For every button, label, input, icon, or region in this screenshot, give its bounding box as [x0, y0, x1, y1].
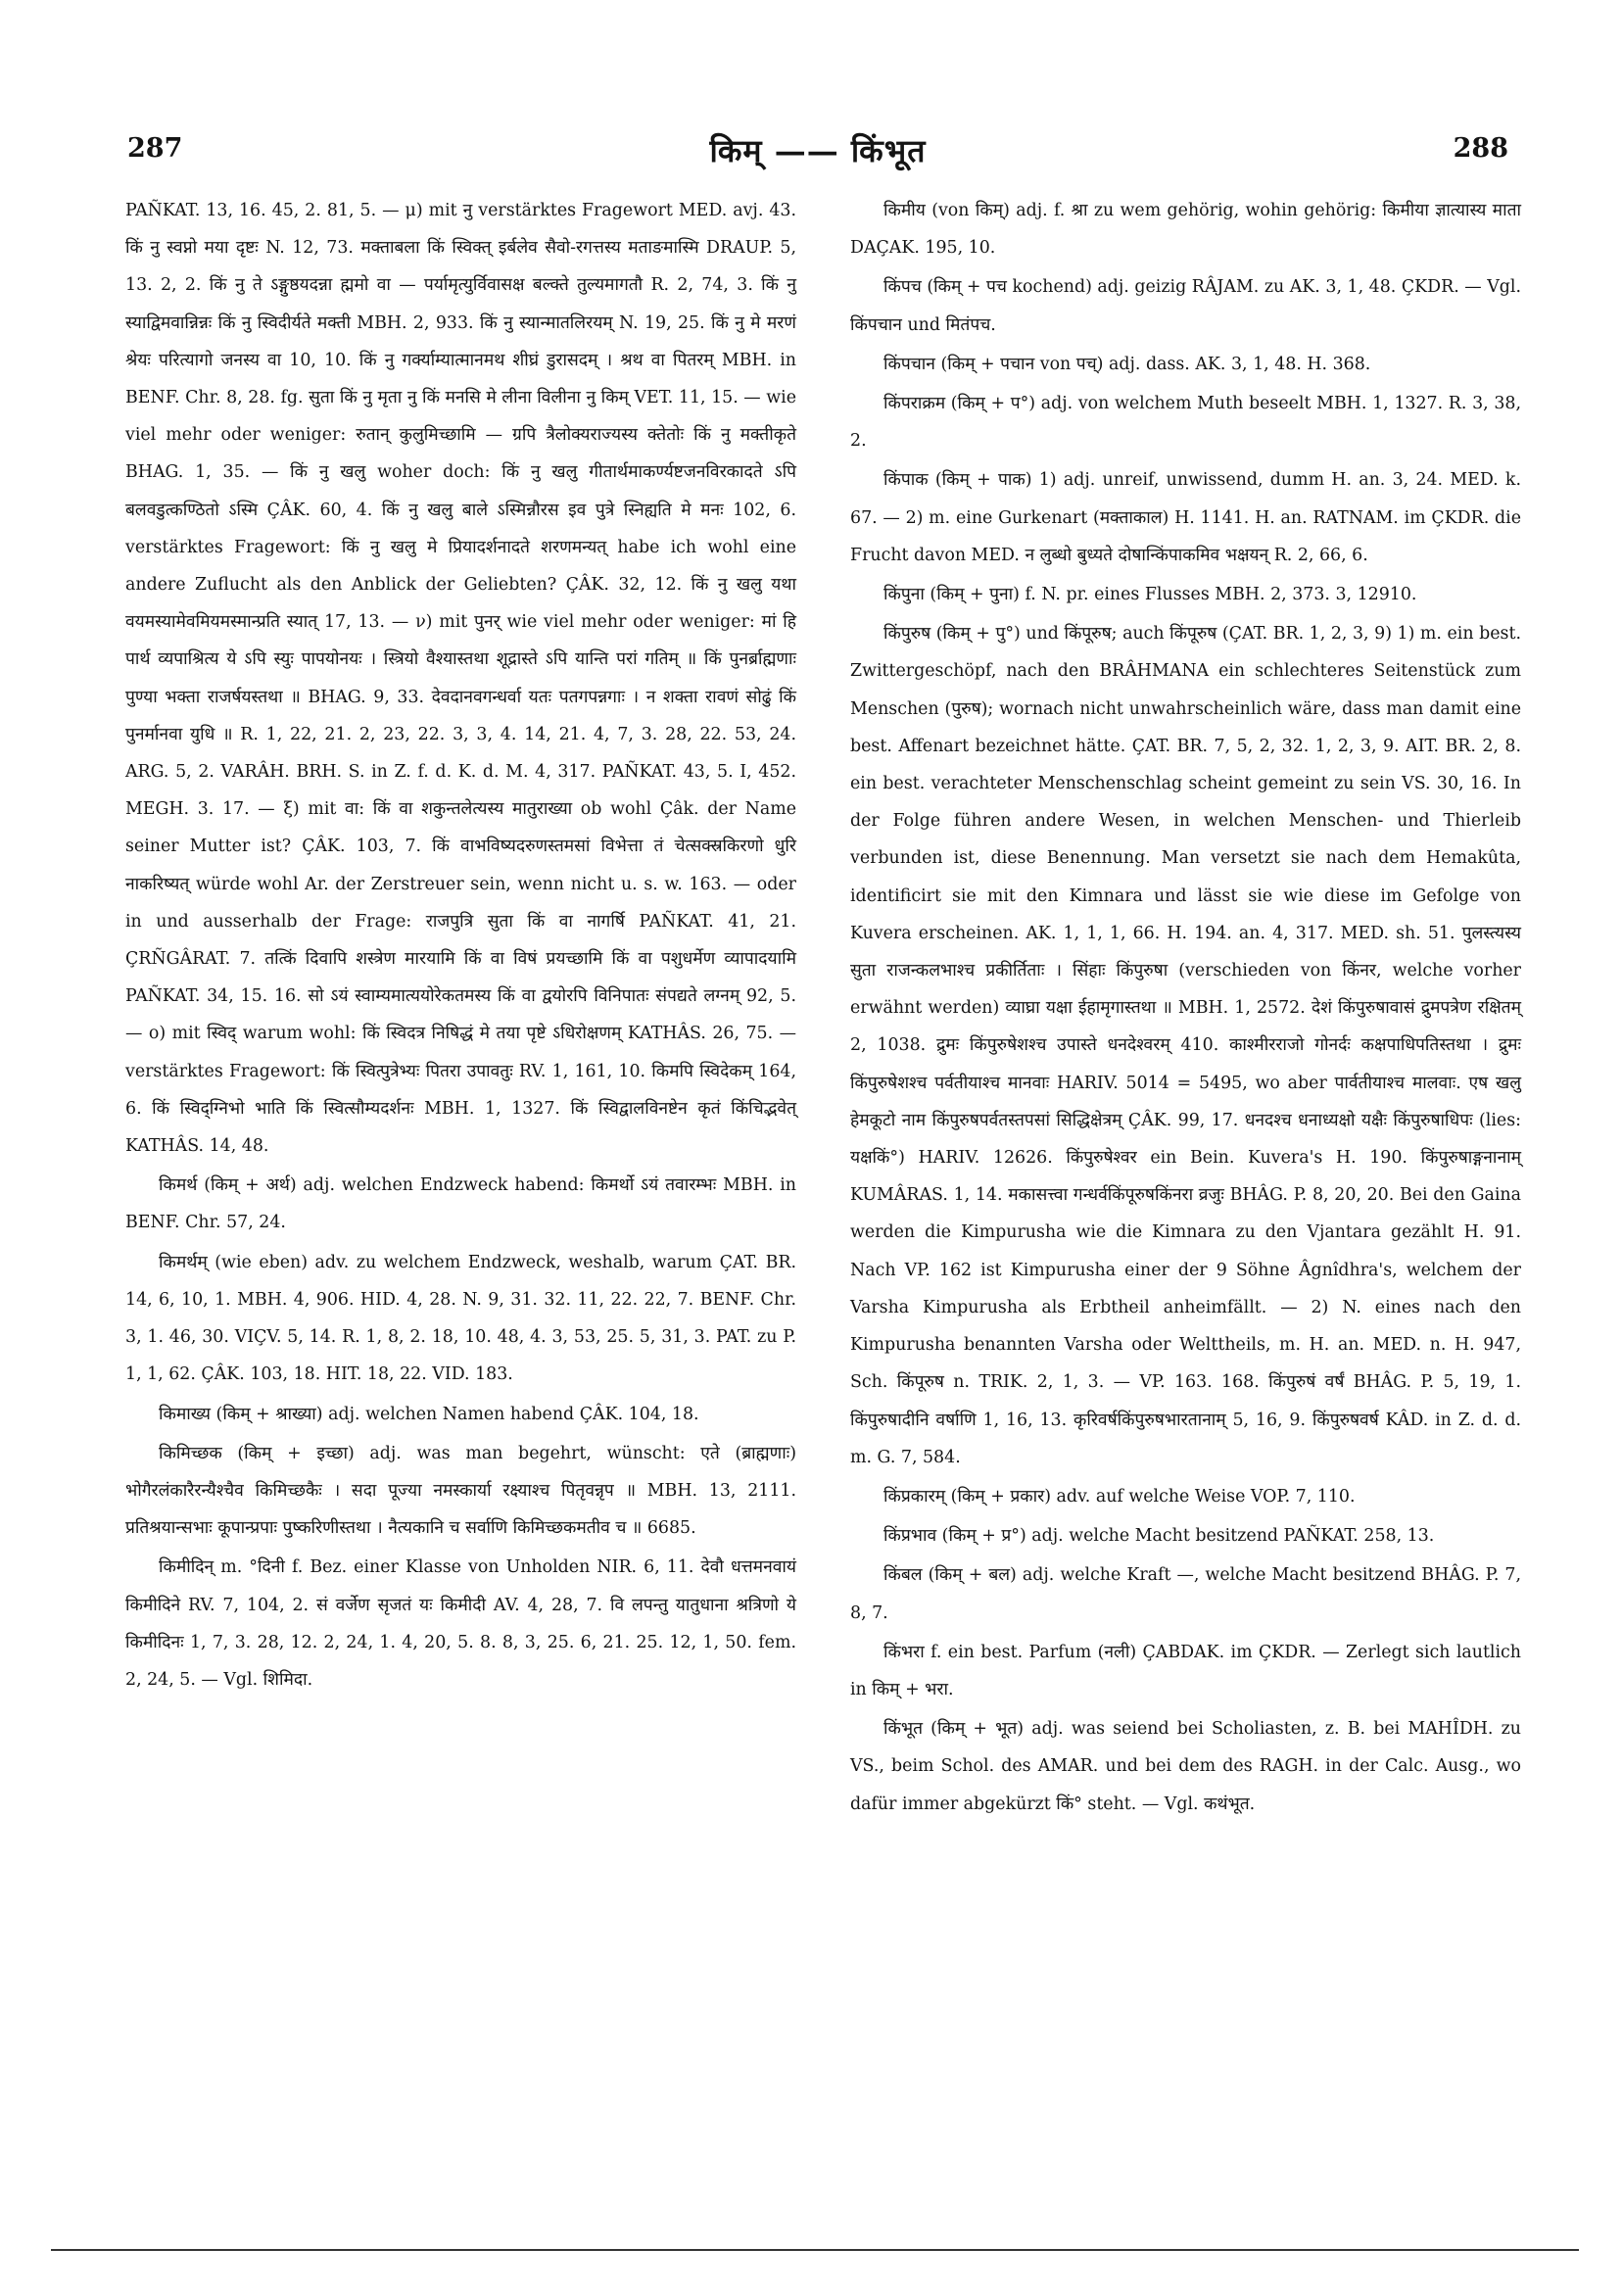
right-column	[850, 192, 1521, 1825]
dictionary-entry: किंपचान (किम् + पचान von पच्) adj. dass. AK. 3, 1, 48. H. 368.	[883, 354, 1371, 374]
right-page-number: 288	[1453, 133, 1508, 164]
dictionary-entry: किमीदिन् m. °दिनी f. Bez. einer Klasse von Unholden NIR. 6, 11. देवौ धत्तमनवायं किमीदिने RV. 7, 104, 2. सं वर्जेण सृजतं यः किमीदी AV. 4, 28, 7. वि लपन्तु यातुधाना श्रत्रिणो ये किमीदिनः 1, 7, 3. 28, 12. 2, 24, 1. 4, 20, 5. 8. 8, 3, 25. 6, 21. 25. 12, 1, 50. fem. 2, 24, 5. — Vgl. शिमिदा.	[125, 1557, 796, 1690]
dictionary-entry: किंपुरुष (किम् + पु°) und किंपूरुष; auch किंपूरुष (ÇAT. BR. 1, 2, 3, 9) 1) m. ein best. Zwittergeschöpf, nach den BRÂHMANA ein schlechteres Seitenstück zum Menschen (पुरुष); wornach nicht unwahrscheinlich wäre, dass man damit eine best. Affenart bezeichnet hätte. ÇAT. BR. 7, 5, 2, 32. 1, 2, 3, 9. AIT. BR. 2, 8. ein best. verachteter Menschenschlag scheint gemeint zu sein VS. 30, 16. In der Folge führen andere Wesen, in welchen Menschen- und Thierleib verbunden ist, diese Benennung. Man versetzt sie nach dem Hemakûta, identificirt sie mit den Kimnara und lässt sie wie diese im Gefolge von Kuvera erscheinen. AK. 1, 1, 1, 66. H. 194. an. 4, 317. MED. sh. 51. पुलस्त्यस्य सुता राजन्कलभाश्च प्रकीर्तिताः । सिंहाः किंपुरुषा (verschieden von किंनर, welche vorher erwähnt werden) व्याघ्रा यक्षा ईहामृगास्तथा ॥ MBH. 1, 2572. देशं किंपुरुषावासं द्रुमपत्रेण रक्षितम् 2, 1038. द्रुमः किंपुरुषेशश्च उपास्ते धनदेश्वरम् 410. काश्मीरराजो गोनर्दः कक्षपाधिपतिस्तथा । द्रुमः किंपुरुषेशश्च पर्वतीयाश्च मानवाः HARIV. 5014 = 5495, wo aber पार्वतीयाश्च मालवाः. एष खलु हेमकूटो नाम किंपुरुषपर्वतस्तपसां सिद्धिक्षेत्रम् ÇÂK. 99, 17. धनदश्च धनाध्यक्षो यक्षैः किंपुरुषाधिपः (lies: यक्षकिं°) HARIV. 12626. किंपुरुषेश्वर ein Bein. Kuvera's H. 190. किंपुरुषाङ्गनानाम् KUMÂRAS. 1, 14. मकासत्त्वा गन्धर्वकिंपूरुषकिंनरा व्रजुः BHÂG. P. 8, 20, 20. Bei den Gaina werden die Kimpurusha wie die Kimnara zu den Vjantara gezählt H. 91. Nach VP. 162 ist Kimpurusha einer der 9 Söhne Âgnîdhra's, welchem der Varsha Kimpurusha als Erbtheil anheimfällt. — 2) N. eines nach den Kimpurusha benannten Varsha oder Welttheils, m. H. an. MED. n. H. 947, Sch. किंपूरुष n. TRIK. 2, 1, 3. — VP. 163. 168. किंपुरुषं वर्षं BHÂG. P. 5, 19, 1. किंपुरुषादीनि वर्षाणि 1, 16, 13. कृरिवर्षकिंपुरुषभारतानाम् 5, 16, 9. किंपुरुषवर्ष KÂD. in Z. d. d. m. G. 7, 584.	[850, 624, 1521, 1467]
dictionary-entry: किंप्रकारम् (किम् + प्रकार) adv. auf welche Weise VOP. 7, 110.	[883, 1486, 1356, 1507]
dictionary-entry: किंभरा f. ein best. Parfum (नली) ÇABDAK. im ÇKDR. — Zerlegt sich lautlich in किम् + भरा.	[850, 1642, 1521, 1699]
dictionary-entry: किंपुना (किम् + पुना) f. N. pr. eines Flusses MBH. 2, 373. 3, 12910.	[883, 585, 1417, 605]
dictionary-entry: किंबल (किम् + बल) adj. welche Kraft —, welche Macht besitzend BHÂG. P. 7, 8, 7.	[850, 1565, 1521, 1623]
dictionary-entry: किंपराक्रम (किम् + प°) adj. von welchem Muth beseelt MBH. 1, 1327. R. 3, 38, 2.	[850, 394, 1521, 452]
dictionary-entry: PAÑKAT. 13, 16. 45, 2. 81, 5. — μ) mit नु verstärktes Fragewort MED. avj. 43. किं नु स्वप्नो मया दृष्टः N. 12, 73. मक्ताबला किं स्विक्त् इर्बलेव सैवो-रगत्तस्य मताङमास्मि DRAUP. 5, 13. 2, 2. किं नु ते ऽङ्गुष्ठयदन्ना ह्ममो वा — पर्यामृत्युर्विवासक्ष बल्क्ते तुल्यमागतौ R. 2, 74, 3. किं नु स्याद्विमवान्निन्नः किं नु स्विदीर्यते मक्ती MBH. 2, 933. किं नु स्यान्मातलिरयम् N. 19, 25. किं नु मे मरणं श्रेयः परित्यागो जनस्य वा 10, 10. किं नु गर्क्याम्यात्मानमथ शीघ्रं डुरासदम् । श्रथ वा पितरम् MBH. in BENF. Chr. 8, 28. fg. सुता किं नु मृता नु किं मनसि मे लीना विलीना नु किम् VET. 11, 15. — wie viel mehr oder weniger: रुतान् कुलुमिच्छामि — ग्रपि त्रैलोक्यराज्यस्य क्तेतोः किं नु मक्तीकृते BHAG. 1, 35. — किं नु खलु woher doch: किं नु खलु गीतार्थमाकर्ण्यष्टजनविरकादते ऽपि बलवडुत्कण्ठितो ऽस्मि ÇÂK. 60, 4. किं नु खलु बाले ऽस्मिन्नौरस इव पुत्रे स्निह्यति मे मनः 102, 6. verstärktes Fragewort: किं नु खलु मे प्रियादर्शनादते शरणमन्यत् habe ich wohl eine andere Zuflucht als den Anblick der Geliebten? ÇÂK. 32, 12. किं नु खलु यथा वयमस्यामेवमियमस्मान्प्रति स्यात् 17, 13. — ν) mit पुनर् wie viel mehr oder weniger: मां हि पार्थ व्यपाश्रित्य ये ऽपि स्युः पापयोनयः । स्त्रियो वैश्यास्तथा शूद्रास्ते ऽपि यान्ति परां गतिम् ॥ किं पुनर्ब्राह्मणाः पुण्या भक्ता राजर्षयस्तथा ॥ BHAG. 9, 33. देवदानवगन्धर्वा यतः पतगपन्नगाः । न शक्ता रावणं सोढुं किं पुनर्मानवा युधि ॥ R. 1, 22, 21. 2, 23, 22. 3, 3, 4. 14, 21. 4, 7, 3. 28, 22. 53, 24. ARG. 5, 2. VARÂH. BRH. S. in Z. f. d. K. d. M. 4, 317. PAÑKAT. 43, 5. I, 452. MEGH. 3. 17. — ξ) mit वा: किं वा शकुन्तलेत्यस्य मातुराख्या ob wohl Çâk. der Name seiner Mutter ist? ÇÂK. 103, 7. किं वाभविष्यदरुणस्तमसां विभेत्ता तं चेत्सक्स्रकिरणो धुरि नाकरिष्यत् würde wohl Ar. der Zerstreuer sein, wenn nicht u. s. w. 163. — oder in und ausserhalb der Frage: राजपुत्रि सुता किं वा नागर्षि PAÑKAT. 41, 21. ÇRÑGÂRAT. 7. तत्किं दिवापि शस्त्रेण मारयामि किं वा विषं प्रयच्छामि किं वा पशुधर्मेण व्यापादयामि PAÑKAT. 34, 15. 16. सो ऽयं स्वाम्यमात्ययोरेकतमस्य किं वा द्वयोरपि विनिपातः संपद्यते लग्नम् 92, 5. — ο) mit स्विद् warum wohl: किं स्विदत्र निषिद्धं मे तया पृष्टे ऽधिरोक्षणम् KATHÂS. 26, 75. — verstärktes Fragewort: किं स्वित्पुत्रेभ्यः पितरा उपावतुः RV. 1, 161, 10. किमपि स्विदेकम् 164, 6. किं स्विद्ग्निभो भाति किं स्वित्सौम्यदर्शनः MBH. 1, 1327. किं स्विद्वालविनष्टेन कृतं किंचिद्भवेत् KATHÂS. 14, 48.	[125, 201, 796, 1157]
dictionary-entry: किमीय (von किम्) adj. f. श्रा zu wem gehörig, wohin gehörig: किमीया ज्ञात्यास्य माता DAÇAK. 195, 10.	[850, 201, 1521, 259]
page-header	[127, 125, 1508, 184]
footer-rule	[51, 2249, 1579, 2251]
dictionary-entry: किंप्रभाव (किम् + प्र°) adj. welche Macht besitzend PAÑKAT. 258, 13.	[883, 1526, 1435, 1547]
dictionary-entry: किंपच (किम् + पच kochend) adj. geizig RÂJAM. zu AK. 3, 1, 48. ÇKDR. — Vgl. किंपचान und मितंपच.	[850, 277, 1521, 335]
dictionary-entry: किंभूत (किम् + भूत) adj. was seiend bei Scholiasten, z. B. bei MAHÎDH. zu VS., beim Schol. des AMAR. und bei dem des RAGH. in der Calc. Ausg., wo dafür immer abgekürzt किं° steht. — Vgl. कथंभूत.	[850, 1719, 1521, 1814]
dictionary-entry: किमर्थ (किम् + अर्थ) adj. welchen Endzweck habend: किमर्थो ऽयं तवारम्भः MBH. in BENF. Chr. 57, 24.	[125, 1175, 796, 1233]
dictionary-entry: किमिच्छक (किम् + इच्छा) adj. was man begehrt, wünscht: एते (ब्राह्मणाः) भोगैरलंकारैरन्यैश्चैव किमिच्छकैः । सदा पूज्या नमस्कार्या रक्ष्याश्च पितृवन्नृप ॥ MBH. 13, 2111. प्रतिश्रयान्सभाः कूपान्प्रपाः पुष्करिणीस्तथा । नैत्यकानि च सर्वाणि किमिच्छकमतीव च ॥ 6685.	[125, 1443, 796, 1539]
dictionary-entry: किमाख्य (किम् + श्राख्या) adj. welchen Namen habend ÇÂK. 104, 18.	[159, 1404, 699, 1424]
left-page-number: 287	[127, 133, 183, 164]
running-head: किम् —— किंभूत	[709, 132, 927, 169]
dictionary-entry: किमर्थम् (wie eben) adv. zu welchem Endzweck, weshalb, warum ÇAT. BR. 14, 6, 10, 1. MBH. 4, 906. HID. 4, 28. N. 9, 31. 32. 11, 22. 22, 7. BENF. Chr. 3, 1. 46, 30. VIÇV. 5, 14. R. 1, 8, 2. 18, 10. 48, 4. 3, 53, 25. 5, 31, 3. PAT. zu P. 1, 1, 62. ÇÂK. 103, 18. HIT. 18, 22. VID. 183.	[125, 1252, 796, 1385]
dictionary-entry: किंपाक (किम् + पाक) 1) adj. unreif, unwissend, dumm H. an. 3, 24. MED. k. 67. — 2) m. eine Gurkenart (मक्ताकाल) H. 1141. H. an. RATNAM. im ÇKDR. die Frucht davon MED. न लुब्धो बुध्यते दोषान्किंपाकमिव भक्षयन् R. 2, 66, 6.	[850, 470, 1521, 565]
left-column	[125, 192, 796, 1700]
